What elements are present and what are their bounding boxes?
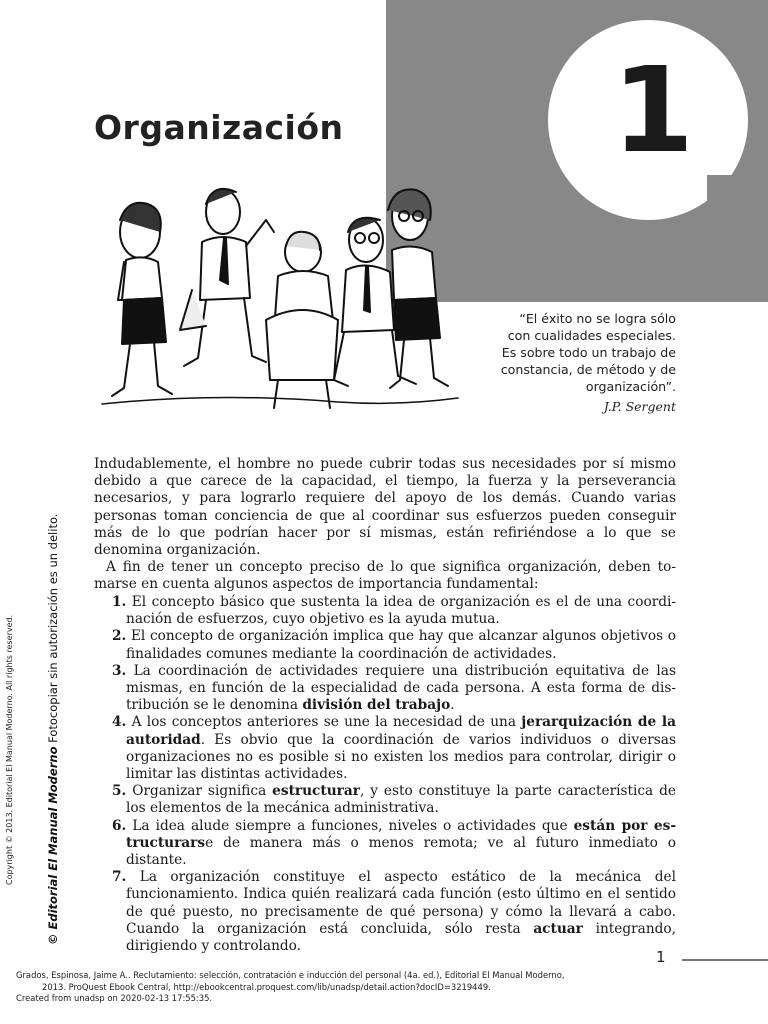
- list-bold-term: estructurar: [272, 783, 360, 800]
- body-paragraph: A fin de tener un concepto preciso de lo que significa organización, deben tomarse en cuenta algunos aspectos de importancia fundamental:: [94, 559, 676, 593]
- list-item: [112, 628, 676, 662]
- list-text: La coordinación de actividades requiere una distribución equitativa de las mismas, en función de la especialidad de cada persona. A esta forma de distribución se le denomina: [126, 662, 676, 714]
- list-text: La organización constituye el aspecto estático de la mecánica del funcionamiento. Indica quién realizará cada función (esto último en el sentido de qué puesto, no precisamente de qué persona) y cómo la llevará a cabo. Cuando la organización está concluida, sólo resta: [126, 869, 676, 937]
- photocopy-warning: Fotocopiar sin autorización es un delito.: [46, 513, 60, 747]
- chapter-number: 1: [612, 41, 695, 179]
- list-bold-term: jerarquización de la autoridad: [126, 714, 676, 748]
- quote-line: con cualidades especiales.: [507, 328, 676, 343]
- page-title: Organización: [94, 108, 344, 147]
- list-item: [112, 869, 676, 955]
- intro-text: [94, 456, 676, 594]
- list-text: La idea alude siempre a funciones, niveles o actividades que: [132, 817, 574, 834]
- citation-line: Grados, Espinosa, Jaime A.. Reclutamiento: selección, contratación e inducción del personal (4a. ed.), Editorial El Manual Moderno,: [16, 970, 565, 980]
- chapter-header-wedge: [707, 175, 768, 302]
- list-item: [112, 818, 676, 870]
- quote-line: organización”.: [585, 379, 676, 394]
- list-text: e de manera más o menos remota; ve al futuro inmediato o distante.: [126, 834, 676, 869]
- list-text: integrando, dirigiendo y controlando.: [126, 920, 677, 955]
- list-text: El concepto básico que sustenta la idea de organización es el de una coordinación de esfuerzos, cuyo objetivo es la ayuda mutua.: [126, 594, 676, 628]
- group-of-people-talking-illustration: [98, 180, 463, 415]
- quote-line: constancia, de método y de: [500, 362, 676, 377]
- publisher-name: © Editorial El Manual Moderno: [46, 746, 60, 945]
- citation-footer: [16, 970, 756, 1005]
- list-item: [112, 663, 676, 715]
- list-number: 7.: [112, 869, 127, 886]
- concept-list: [112, 594, 676, 955]
- page-number-rule: [682, 959, 768, 961]
- list-bold-term: división del trabajo: [302, 697, 451, 714]
- list-number: 3.: [112, 662, 127, 679]
- photocopy-notice: [46, 513, 60, 945]
- list-number: 5.: [112, 783, 127, 800]
- list-text: Organizar significa: [132, 783, 273, 800]
- list-item: [112, 714, 676, 783]
- list-text: El concepto de organización implica que hay que alcanzar algunos objetivos o finalidades comunes mediante la coordinación de actividades.: [126, 628, 676, 662]
- citation-line: Created from unadsp on 2020-02-13 17:55:35.: [16, 993, 213, 1003]
- list-number: 4.: [112, 714, 127, 731]
- quote-author: J.P. Sergent: [603, 399, 676, 414]
- page-number: 1: [656, 948, 666, 966]
- list-text: A los conceptos anteriores se une la necesidad de una: [131, 714, 522, 731]
- body-paragraph: Indudablemente, el hombre no puede cubrir todas sus necesidades por sí mismo debido a que carece de la capacidad, el tiempo, la fuerza y la perseverancia necesarios, y para lograrlo requiere del apoyo de los demás. Cuando varias personas toman conciencia de que al coordinar sus esfuerzos pueden conseguir más de lo que podrían hacer por sí mismas, están refiriéndose a lo que se denomina organización.: [94, 456, 676, 559]
- quote-line: Es sobre todo un trabajo de: [501, 345, 676, 360]
- citation-line: 2013. ProQuest Ebook Central, http://ebookcentral.proquest.com/lib/unadsp/detail.action?docID=3219449.: [42, 981, 491, 992]
- list-number: 6.: [112, 817, 127, 834]
- list-text: .: [450, 697, 455, 714]
- list-text: . Es obvio que la coordinación de varios individuos o diversas organizaciones no es posible si no existen los medios para controlar, dirigir o limitar las distintas actividades.: [126, 731, 676, 783]
- list-item: [112, 783, 676, 817]
- epigraph-quote: [462, 310, 676, 395]
- list-bold-term: actuar: [533, 920, 583, 937]
- list-item: [112, 594, 676, 628]
- list-number: 2.: [112, 628, 127, 645]
- list-bold-term: están por estructurars: [126, 817, 676, 851]
- list-number: 1.: [112, 594, 127, 610]
- quote-line: “El éxito no se logra sólo: [519, 311, 676, 326]
- copyright-notice: Copyright © 2013. Editorial El Manual Moderno. All rights reserved.: [5, 614, 14, 885]
- list-text: , y esto constituye la parte característica de los elementos de la mecánica administrativa.: [126, 783, 676, 817]
